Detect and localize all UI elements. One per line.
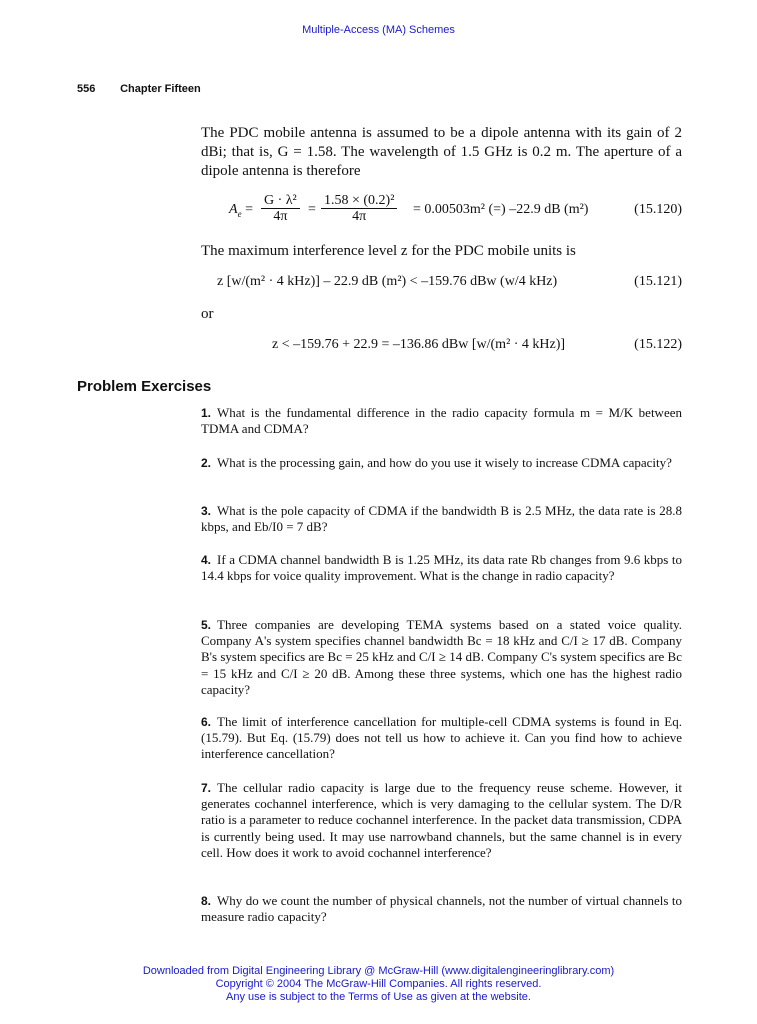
eq120-frac2-denominator: 4π	[352, 209, 367, 224]
exercise-2	[201, 455, 682, 471]
max-interference-text: The maximum interference level z for the PDC mobile units is	[201, 243, 576, 259]
chapter-title: Chapter Fifteen	[120, 83, 201, 95]
exercise-1	[201, 405, 682, 437]
footer-copyright-link[interactable]: Copyright © 2004 The McGraw-Hill Companies. All rights reserved.	[215, 978, 542, 990]
equation-15-121	[201, 274, 682, 292]
exercise-8	[201, 893, 682, 925]
intro-paragraph: The PDC mobile antenna is assumed to be a dipole antenna with its gain of 2 dBi; that is, G = 1.58. The wavelength of 1.5 GHz is 0.2 m. The aperture of a dipole antenna is therefore	[201, 125, 682, 179]
exercise-4	[201, 552, 682, 584]
exercise-number: 1.	[201, 406, 212, 420]
eq122-number: (15.122)	[634, 337, 682, 352]
exercise-number: 6.	[201, 715, 212, 729]
exercise-text: The cellular radio capacity is large due to the frequency reuse scheme. However, it generates cochannel interference, which is very damaging to the cellular system. The D/R ratio is a parameter to reduce cochannel interference. In the packet data transmission, CDPA is currently being used. It may use narrowband channels, but the same channel is in every cell. How does it work to avoid cochannel interference?	[201, 780, 682, 860]
chapter-link[interactable]: Multiple-Access (MA) Schemes	[302, 24, 455, 36]
exercise-number: 5.	[201, 618, 212, 632]
footer	[0, 965, 757, 1004]
exercise-number: 2.	[201, 456, 212, 470]
exercise-6	[201, 714, 682, 763]
or-text: or	[201, 306, 214, 322]
eq120-frac1-numerator: G · λ²	[261, 193, 300, 209]
exercise-number: 4.	[201, 553, 212, 567]
equation-15-122	[201, 337, 682, 355]
equation-15-120: $A_e$ = $\frac{\text{G · λ²}}{4\pi}$ = $\frac{\text{1.58 × (0.2)²}}{4\pi}$ = 0.00503m² (=) –22.9 dB (m²) (15.120)	[229, 193, 682, 224]
eq120-frac1-denominator: 4π	[273, 209, 288, 224]
section-title: Problem Exercises	[77, 378, 212, 395]
eq120-fraction-1	[261, 193, 300, 224]
exercise-5	[201, 617, 682, 698]
eq120-frac2-numerator: 1.58 × (0.2)²	[321, 193, 397, 209]
exercise-text: What is the pole capacity of CDMA if the bandwidth B is 2.5 MHz, the data rate is 28.8 kbps, and Eb/I0 = 7 dB?	[201, 503, 682, 535]
exercise-text: Why do we count the number of physical channels, not the number of virtual channels to measure radio capacity?	[201, 893, 682, 925]
eq120-lhs-sub: e	[237, 208, 242, 219]
footer-download-link[interactable]: Downloaded from Digital Engineering Library @ McGraw-Hill (www.digitalengineeringlibrary.com)	[142, 965, 615, 977]
eq121-number: (15.121)	[634, 274, 682, 289]
eq120-fraction-2	[321, 193, 397, 224]
exercise-text: What is the processing gain, and how do you use it wisely to increase CDMA capacity?	[217, 455, 672, 470]
eq122-expression: z < –159.76 + 22.9 = –136.86 dBw [w/(m² · 4 kHz)]	[272, 337, 566, 352]
footer-terms-link[interactable]: Any use is subject to the Terms of Use as given at the website.	[226, 991, 531, 1003]
eq120-rhs: = 0.00503m² (=) –22.9 dB (m²)	[413, 202, 589, 217]
exercise-7	[201, 780, 682, 861]
running-head	[77, 83, 201, 95]
exercise-text: The limit of interference cancellation for multiple-cell CDMA systems is found in Eq. (15.79). But Eq. (15.79) does not tell us how to achieve it. Can you find how to achieve interference cancellation?	[201, 714, 682, 762]
exercise-number: 8.	[201, 894, 212, 908]
eq120-lhs: A	[229, 202, 238, 217]
exercise-text: Three companies are developing TEMA systems based on a stated voice quality. Company A's system specifies channel bandwidth Bc = 18 kHz and C/I ≥ 17 dB. Company B's system specifics are Bc = 25 kHz and C/I ≥ 14 dB. Company C's system specifics are Bc = 15 kHz and C/I ≥ 20 dB. Among these three systems, which one has the highest radio capacity?	[201, 617, 682, 697]
exercise-3	[201, 503, 682, 535]
exercise-text: What is the fundamental difference in the radio capacity formula m = M/K between TDMA and CDMA?	[201, 405, 682, 437]
page-number: 556	[77, 83, 96, 95]
exercise-number: 3.	[201, 504, 212, 518]
exercise-number: 7.	[201, 781, 212, 795]
eq120-number: (15.120)	[634, 202, 682, 217]
eq121-expression: z [w/(m² · 4 kHz)] – 22.9 dB (m²) < –159.76 dBw (w/4 kHz)	[217, 274, 558, 289]
exercise-text: If a CDMA channel bandwidth B is 1.25 MHz, its data rate Rb changes from 9.6 kbps to 14.4 kbps for voice quality improvement. What is the change in radio capacity?	[201, 552, 682, 584]
